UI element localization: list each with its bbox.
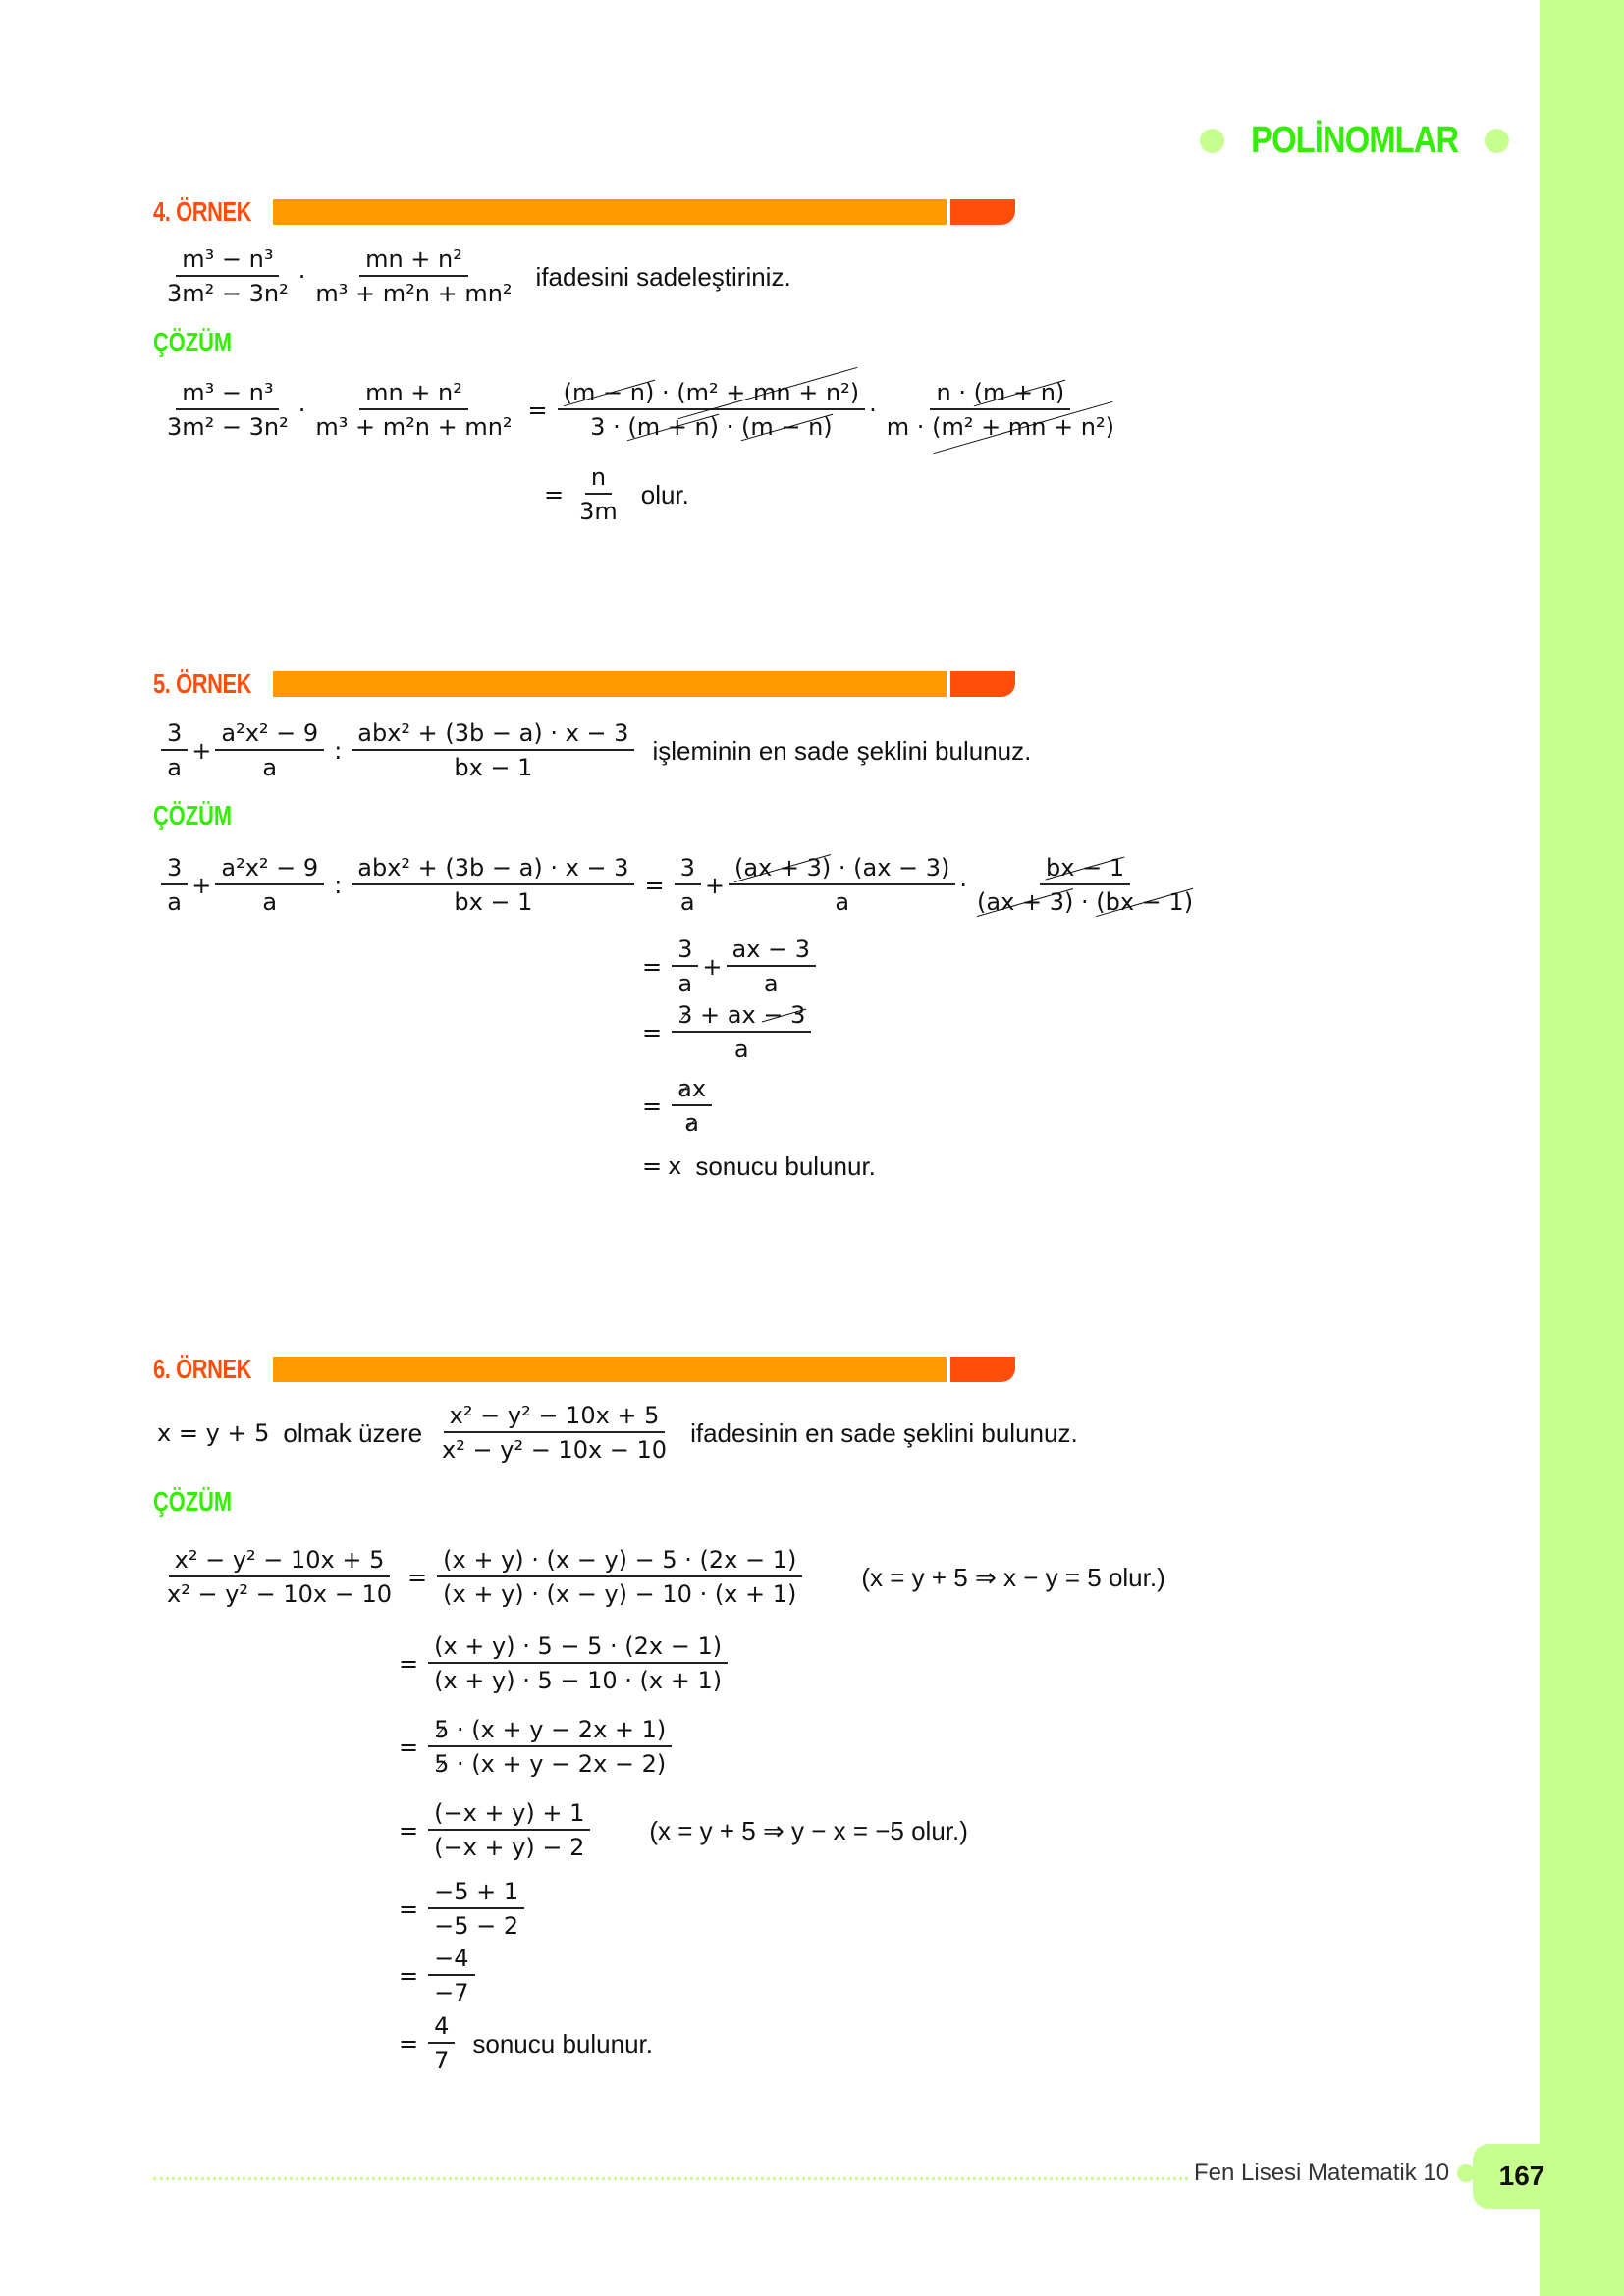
page-number: 167 [1473, 2144, 1571, 2209]
book-title: Fen Lisesi Matematik 10 [1194, 2160, 1450, 2186]
fraction: $\frac{\text{m³ − n³}}{\text{3m² − 3n²}}$ [167, 245, 289, 307]
example-6-solution-step-6: = $\frac{-4}{-7}$ [393, 1947, 479, 2004]
example-4-solution-step-2: = $\frac{n}{3m}$ olur. [544, 463, 689, 525]
chapter-header [1200, 116, 1509, 165]
side-color-strip [1540, 0, 1624, 2296]
solution-label: ÇÖZÜM [153, 800, 233, 830]
header-bar-accent [950, 1357, 1015, 1382]
header-bar [273, 671, 947, 697]
question-text: ifadesini sadeleştiriniz. [535, 261, 791, 292]
example-label: 6. ÖRNEK [153, 1354, 252, 1384]
note: (x = y + 5 ⇒ x − y = 5 olur.) [861, 1562, 1165, 1592]
footer [1194, 2160, 1475, 2187]
header-bar [273, 199, 947, 225]
example-4-header [153, 197, 266, 227]
bullet-dot-icon [1200, 129, 1224, 153]
example-label: 4. ÖRNEK [153, 196, 252, 227]
example-label: 5. ÖRNEK [153, 668, 252, 699]
note: (x = y + 5 ⇒ y − x = −5 olur.) [649, 1815, 968, 1845]
chapter-title: POLİNOMLAR [1251, 119, 1459, 161]
example-5-header [153, 669, 266, 699]
example-4-question: $\frac{\text{m³ − n³}}{\text{3m² − 3n²}}$ · $\frac{\text{mn + n²}}{\text{m³ + m²n + mn²}}$ ifadesini sadeleştiriniz. [157, 247, 791, 305]
bullet-dot-icon [1485, 129, 1509, 153]
example-4-solution-step-1: $\frac{\text{m³ − n³}}{\text{3m² − 3n²}}$ · $\frac{\text{mn + n²}}{\text{m³ + m²n + mn²}}$ = $\frac{\text{(m − n) · (m² + mn + n²)}}{3 \cdot (m + n) \cdot (m - n)}$ · $\frac{n \cdot (m + n)}{\text{m · (m² + mn + n²)}}$ [167, 379, 1114, 441]
example-6-header [153, 1355, 266, 1384]
solution-label: ÇÖZÜM [153, 1486, 233, 1517]
example-6-solution-step-3: = $\frac{5 \cdot (x + y - 2x + 1)}{5 \cdot (x + y - 2x - 2)}$ [393, 1718, 676, 1776]
example-5-solution-step-1: $\frac{3}{a}$ + $\frac{\text{a²x² − 9}}{a}$ : $\frac{\text{abx² + (3b − a) · x − 3}}{bx - 1}$ = $\frac{3}{a}$ + $\frac{(ax + 3) \cdot (ax - 3)}{a}$ · $\frac{bx - 1}{(ax + 3) \cdot (bx - 1)}$ [157, 856, 1203, 914]
header-bar-accent [950, 671, 1015, 697]
footer-dotted-line [153, 2177, 1188, 2180]
example-6-solution-step-4: = $\frac{(-x + y) + 1}{(-x + y) - 2}$ (x = y + 5 ⇒ y − x = −5 olur.) [399, 1799, 968, 1861]
question-text: ifadesinin en sade şeklini bulunuz. [690, 1417, 1078, 1448]
header-bar-accent [950, 199, 1015, 225]
question-text: işleminin en sade şeklini bulunuz. [652, 735, 1032, 766]
example-5-question: $\frac{3}{a}$ + $\frac{\text{a²x² − 9}}{a}$ : $\frac{\text{abx² + (3b − a) · x − 3}}{bx - 1}$ işleminin en sade şeklini bulunuz. [157, 721, 1031, 779]
example-5-solution-step-3: = $\frac{3 + ax - 3}{a}$ [636, 1003, 815, 1061]
example-5-solution-step-2: = $\frac{3}{a}$ + $\frac{ax - 3}{a}$ [636, 937, 820, 995]
example-6-solution-step-7: = $\frac{4}{7}$ sonucu bulunur. [399, 2012, 653, 2074]
example-5-solution-step-4: = $\frac{ax}{a}$ [636, 1077, 716, 1135]
header-bar [273, 1357, 947, 1382]
example-6-solution-step-5: = $\frac{-5 + 1}{-5 - 2}$ [393, 1880, 528, 1938]
example-6-solution-step-1: $\frac{\text{x² − y² − 10x + 5}}{\text{x² − y² − 10x − 10}}$ = $\frac{(x + y) \cdot (x - y) - 5 \cdot (2x - 1)}{(x + y) \cdot (x - y) - 10 \cdot (x + 1)}$ (x = y + 5 ⇒ x − y = 5 olur.) [167, 1546, 1165, 1608]
example-5-solution-step-5: = x sonucu bulunur. [642, 1151, 876, 1181]
solution-label: ÇÖZÜM [153, 327, 233, 357]
example-6-question: x = y + 5 olmak üzere $\frac{\text{x² − y² − 10x + 5}}{\text{x² − y² − 10x − 10}}$ ifadesinin en sade şeklini bulunuz. [157, 1402, 1078, 1464]
fraction: $\frac{\text{mn + n²}}{\text{m³ + m²n + mn²}}$ [315, 245, 513, 307]
example-6-solution-step-2: = $\frac{(x + y) \cdot 5 - 5 \cdot (2x - 1)}{(x + y) \cdot 5 - 10 \cdot (x + 1)}$ [393, 1634, 731, 1692]
